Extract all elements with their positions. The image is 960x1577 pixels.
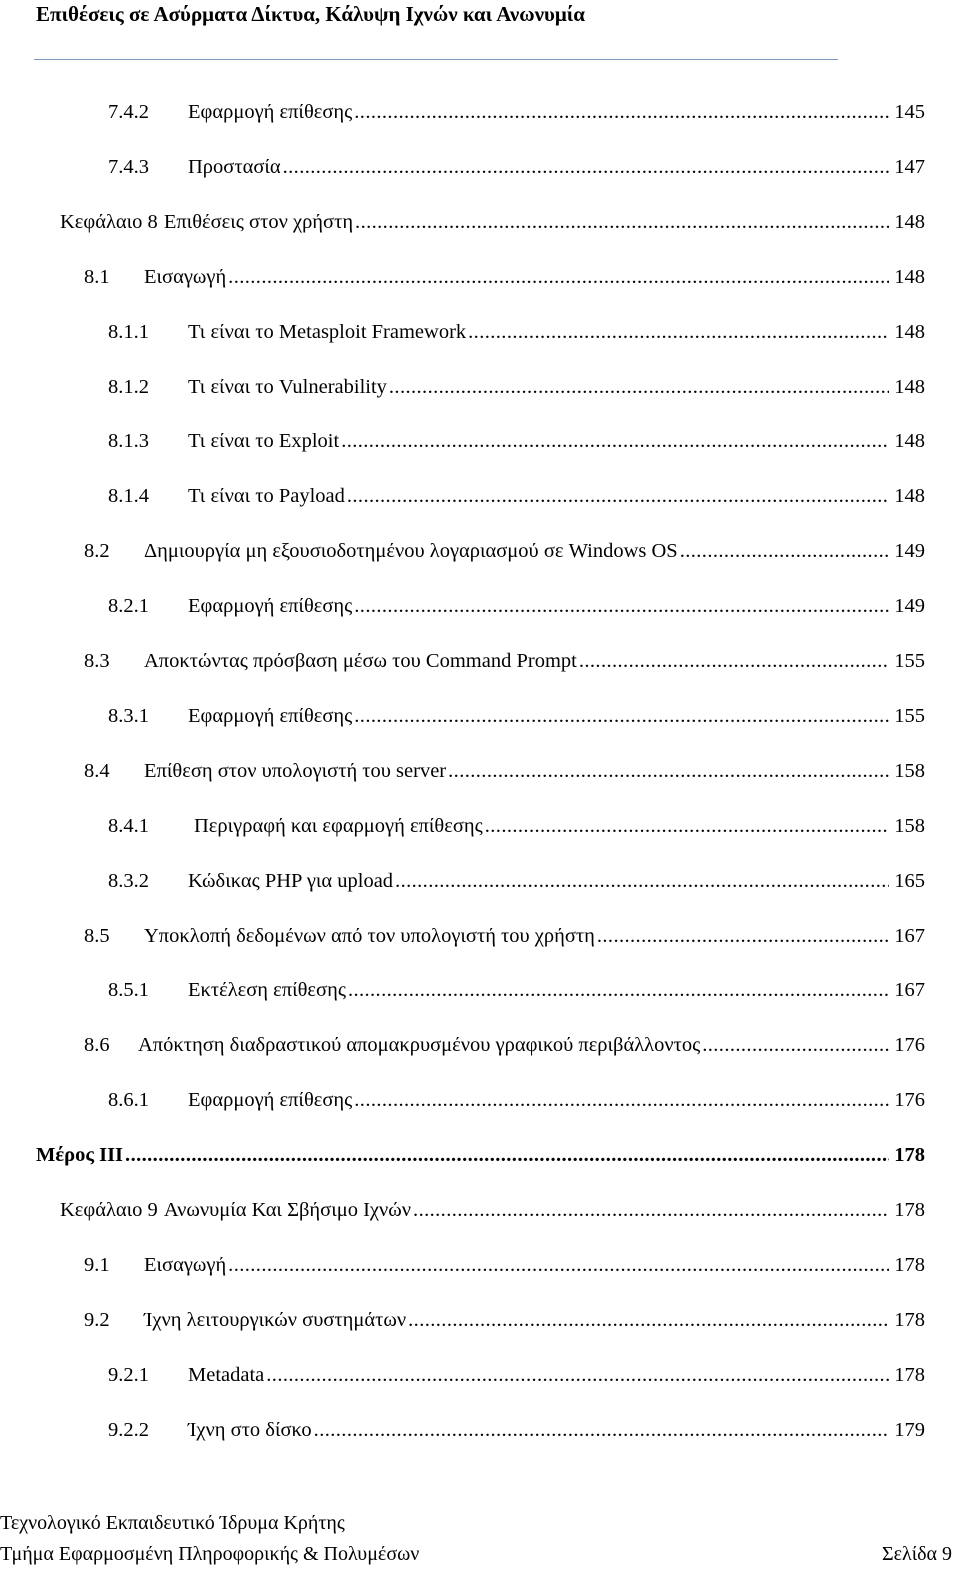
toc-entry-number: 8.5 xyxy=(84,925,110,947)
toc-entry-title: Εκτέλεση επίθεσης xyxy=(188,979,346,1001)
toc-entry-page: 165 xyxy=(894,870,925,892)
toc-entry[interactable] xyxy=(108,701,925,731)
toc-entry-page: 148 xyxy=(894,211,925,233)
toc-entry-number: Κεφάλαιο 9 xyxy=(60,1199,158,1221)
toc-entry-page: 176 xyxy=(894,1089,925,1111)
toc-entry-page: 178 xyxy=(894,1254,925,1276)
toc-leader-dots xyxy=(485,811,889,841)
toc-entry-title: Τι είναι το Vulnerability xyxy=(188,376,387,398)
toc-leader-dots xyxy=(354,1085,889,1115)
toc-entry-number: 8.1.1 xyxy=(108,321,149,343)
toc-entry-title: Επίθεση στον υπολογιστή του server xyxy=(144,760,447,782)
toc-entry-number: 8.1 xyxy=(84,266,110,288)
toc-entry-number: 8.2.1 xyxy=(108,595,149,617)
toc-entry-page: 148 xyxy=(894,485,925,507)
toc-entry-page: 179 xyxy=(894,1419,925,1441)
toc-entry-number: 8.4.1 xyxy=(108,815,149,837)
toc-leader-dots xyxy=(448,756,889,786)
toc-leader-dots xyxy=(468,317,889,347)
toc-entry-title: Προστασία xyxy=(188,156,281,178)
footer-page-number: Σελίδα 9 xyxy=(881,1543,952,1565)
toc-entry[interactable] xyxy=(84,1305,925,1335)
toc-entry-title: Επιθέσεις στον χρήστη xyxy=(163,211,354,233)
toc-leader-dots xyxy=(348,975,889,1005)
toc-entry-title: Τι είναι το Metasploit Framework xyxy=(188,321,467,343)
toc-leader-dots xyxy=(341,426,889,456)
toc-entry-title: Περιγραφή και εφαρμογή επίθεσης xyxy=(194,815,483,837)
toc-entry[interactable] xyxy=(84,262,925,292)
toc-leader-dots xyxy=(354,97,889,127)
toc-leader-dots xyxy=(125,1140,889,1170)
toc-leader-dots xyxy=(283,152,889,182)
running-header-title: Επιθέσεις σε Ασύρματα Δίκτυα, Κάλυψη Ιχνών και Ανωνυμία xyxy=(36,2,586,26)
toc-entry-page: 149 xyxy=(894,595,925,617)
toc-entry[interactable] xyxy=(108,97,925,127)
toc-entry[interactable] xyxy=(108,591,925,621)
toc-entry-page: 155 xyxy=(894,650,925,672)
toc-leader-dots xyxy=(266,1360,889,1390)
toc-entry-number: 9.2.2 xyxy=(108,1419,149,1441)
toc-entry-number: 8.4 xyxy=(84,760,110,782)
toc-entry-page: 149 xyxy=(894,540,925,562)
toc-entry[interactable] xyxy=(84,1250,925,1280)
toc-entry[interactable] xyxy=(108,1085,925,1115)
toc-entry[interactable] xyxy=(84,921,925,951)
toc-entry-title: Εισαγωγή xyxy=(144,266,227,288)
toc-entry-number: 8.6.1 xyxy=(108,1089,149,1111)
toc-entry-title: Τι είναι το Exploit xyxy=(188,430,340,452)
toc-entry-title: Κώδικας PHP για upload xyxy=(188,870,394,892)
toc-entry-number: 8.1.3 xyxy=(108,430,149,452)
toc-entry-title: Υποκλοπή δεδομένων από τον υπολογιστή του χρήστη xyxy=(144,925,595,947)
toc-leader-dots xyxy=(314,1415,889,1445)
toc-entry-number: 7.4.3 xyxy=(108,156,149,178)
toc-entry[interactable] xyxy=(60,207,925,237)
toc-entry-page: 178 xyxy=(894,1199,925,1221)
toc-entry-number: 9.2 xyxy=(84,1309,110,1331)
toc-entry-number: 8.1.4 xyxy=(108,485,149,507)
toc-entry-page: 176 xyxy=(894,1034,925,1056)
toc-leader-dots xyxy=(354,591,889,621)
toc-entry-page: 148 xyxy=(894,430,925,452)
footer-department: Τμήμα Εφαρμοσμένη Πληροφορικής & Πολυμέσων xyxy=(0,1543,420,1565)
toc-leader-dots xyxy=(347,481,889,511)
toc-entry[interactable] xyxy=(108,866,925,896)
footer-institution: Τεχνολογικό Εκπαιδευτικό Ίδρυμα Κρήτης xyxy=(0,1512,345,1534)
toc-leader-dots xyxy=(702,1030,889,1060)
toc-entry-number: 9.2.1 xyxy=(108,1364,149,1386)
toc-entry-number: 8.3 xyxy=(84,650,110,672)
toc-entry[interactable] xyxy=(84,756,925,786)
toc-entry-page: 158 xyxy=(894,815,925,837)
toc-entry-page: 178 xyxy=(894,1309,925,1331)
toc-entry[interactable] xyxy=(108,317,925,347)
toc-entry-number: 8.2 xyxy=(84,540,110,562)
toc-entry-title: Αποκτώντας πρόσβαση μέσω του Command Prompt xyxy=(144,650,577,672)
toc-entry-title: Εφαρμογή επίθεσης xyxy=(188,595,353,617)
toc-entry-number: 8.1.2 xyxy=(108,376,149,398)
toc-entry[interactable] xyxy=(84,536,925,566)
toc-leader-dots xyxy=(680,536,889,566)
toc-entry-number: 9.1 xyxy=(84,1254,110,1276)
toc-entry-title: Δημιουργία μη εξουσιοδοτημένου λογαριασμού σε Windows OS xyxy=(144,540,678,562)
toc-leader-dots xyxy=(228,1250,889,1280)
toc-entry-page: 148 xyxy=(894,321,925,343)
toc-entry-page: 147 xyxy=(894,156,925,178)
toc-entry-title: Απόκτηση διαδραστικού απομακρυσμένου γραφικού περιβάλλοντος xyxy=(138,1034,701,1056)
toc-leader-dots xyxy=(597,921,889,951)
toc-entry-page: 167 xyxy=(894,979,925,1001)
toc-entry[interactable] xyxy=(108,372,925,402)
toc-entry-title: Εφαρμογή επίθεσης xyxy=(188,101,353,123)
toc-entry-page: 148 xyxy=(894,376,925,398)
toc-entry-number: 8.3.2 xyxy=(108,870,149,892)
toc-entry[interactable] xyxy=(108,1415,925,1445)
toc-entry-page: 158 xyxy=(894,760,925,782)
header-divider xyxy=(34,59,838,60)
toc-leader-dots xyxy=(408,1305,889,1335)
toc-entry-number: 8.6 xyxy=(84,1034,110,1056)
toc-entry[interactable] xyxy=(108,481,925,511)
toc-entry-number: Κεφάλαιο 8 xyxy=(60,211,158,233)
toc-entry[interactable] xyxy=(84,646,925,676)
toc-entry[interactable] xyxy=(60,1195,925,1225)
toc-entry[interactable] xyxy=(108,811,925,841)
toc-leader-dots xyxy=(413,1195,889,1225)
toc-entry[interactable] xyxy=(84,1030,925,1060)
toc-leader-dots xyxy=(228,262,889,292)
toc-entry-page: 178 xyxy=(894,1364,925,1386)
toc-entry-page: 178 xyxy=(894,1144,925,1166)
toc-leader-dots xyxy=(355,207,889,237)
toc-entry-title: Ίχνη λειτουργικών συστημάτων xyxy=(144,1309,407,1331)
toc-entry-page: 167 xyxy=(894,925,925,947)
toc-entry-title: Εφαρμογή επίθεσης xyxy=(188,1089,353,1111)
toc-entry[interactable] xyxy=(108,426,925,456)
toc-entry[interactable] xyxy=(36,1140,925,1170)
toc-entry-title: Εφαρμογή επίθεσης xyxy=(188,705,353,727)
toc-entry-page: 155 xyxy=(894,705,925,727)
toc-leader-dots xyxy=(389,372,889,402)
toc-entry-number: Μέρος ΙΙΙ xyxy=(36,1144,124,1166)
toc-entry-title: Ίχνη στο δίσκο xyxy=(188,1419,312,1441)
toc-entry-title: Τι είναι το Payload xyxy=(188,485,345,507)
toc-entry-page: 148 xyxy=(894,266,925,288)
toc-entry-title: Metadata xyxy=(188,1364,265,1386)
toc-entry[interactable] xyxy=(108,975,925,1005)
toc-entry[interactable] xyxy=(108,152,925,182)
toc-entry[interactable] xyxy=(108,1360,925,1390)
toc-entry-page: 145 xyxy=(894,101,925,123)
toc-leader-dots xyxy=(395,866,889,896)
toc-entry-title: Εισαγωγή xyxy=(144,1254,227,1276)
toc-leader-dots xyxy=(354,701,889,731)
toc-leader-dots xyxy=(579,646,889,676)
toc-entry-number: 8.5.1 xyxy=(108,979,149,1001)
toc-entry-number: 8.3.1 xyxy=(108,705,149,727)
toc-entry-number: 7.4.2 xyxy=(108,101,149,123)
toc-entry-title: Ανωνυμία Και Σβήσιμο Ιχνών xyxy=(163,1199,412,1221)
